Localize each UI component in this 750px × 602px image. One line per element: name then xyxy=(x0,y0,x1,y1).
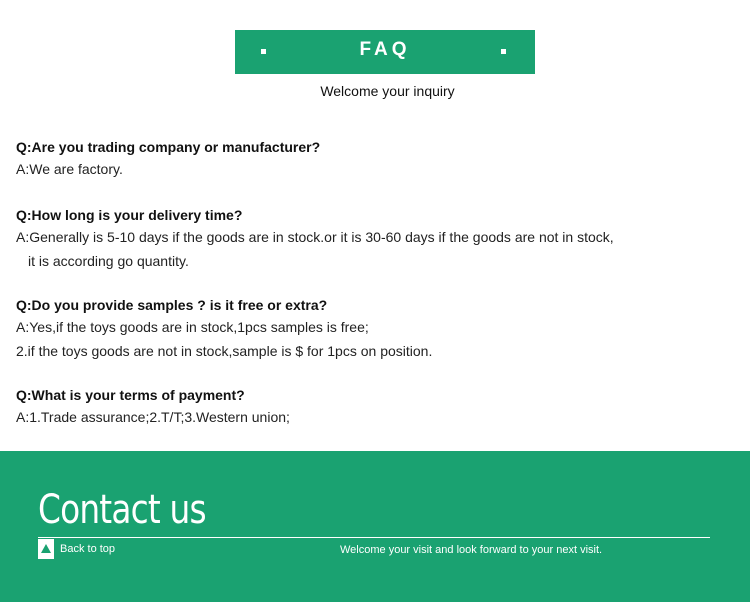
faq-banner xyxy=(235,30,535,74)
back-to-top-link[interactable] xyxy=(38,539,115,559)
contact-heading: Contact us xyxy=(38,487,206,533)
faq-answer: 2.if the toys goods are not in stock,sample is $ for 1pcs on position. xyxy=(16,343,433,359)
contact-section xyxy=(0,451,750,602)
faq-subtitle: Welcome your inquiry xyxy=(320,83,455,99)
back-to-top-label: Back to top xyxy=(60,543,116,555)
faq-title: FAQ xyxy=(359,39,411,60)
faq-answer: A:We are factory. xyxy=(16,161,123,177)
divider xyxy=(38,537,710,538)
faq-item xyxy=(16,205,736,273)
faq-answer: A:Yes,if the toys goods are in stock,1pcs samples is free; xyxy=(16,319,369,335)
faq-question: Q:How long is your delivery time? xyxy=(16,207,243,223)
square-dot-icon xyxy=(501,49,506,54)
faq-answer: it is according go quantity. xyxy=(28,253,189,269)
faq-item xyxy=(16,385,736,429)
arrow-up-icon xyxy=(38,539,54,559)
faq-answer: A:Generally is 5-10 days if the goods are in stock.or it is 30-60 days if the goods are not in stock, xyxy=(16,229,614,245)
faq-question: Q:Are you trading company or manufacturer? xyxy=(16,139,321,155)
faq-question: Q:What is your terms of payment? xyxy=(16,387,245,403)
faq-question: Q:Do you provide samples ? is it free or extra? xyxy=(16,297,328,313)
faq-item xyxy=(16,137,736,181)
contact-welcome-text: Welcome your visit and look forward to your next visit. xyxy=(340,544,603,556)
faq-answer: A:1.Trade assurance;2.T/T;3.Western union; xyxy=(16,409,290,425)
faq-item xyxy=(16,295,736,363)
